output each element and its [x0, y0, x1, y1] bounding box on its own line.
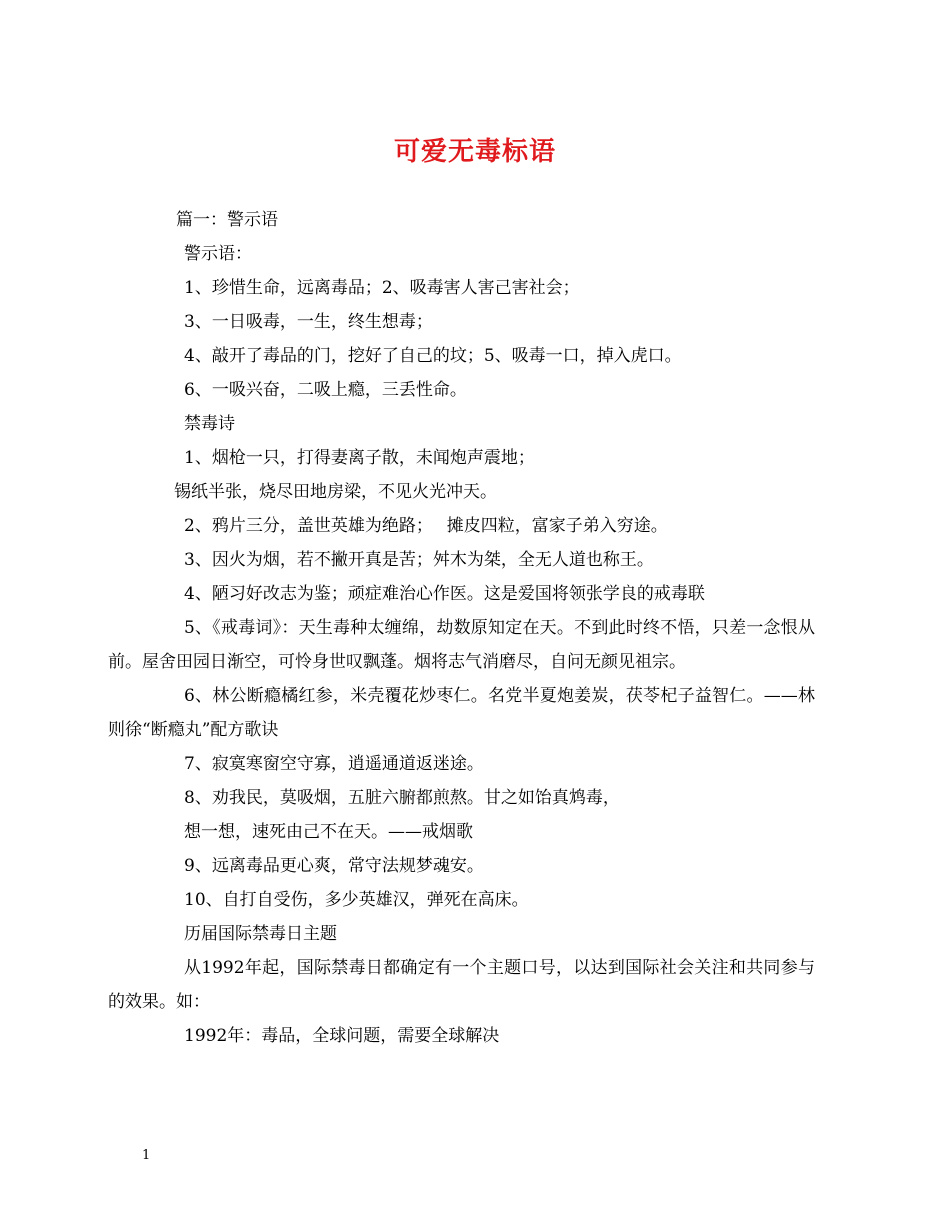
document-body	[108, 203, 815, 1053]
sub-heading: 警示语：	[184, 244, 252, 264]
poem-line: 1、烟枪一只，打得妻离子散，未闻炮声震地；	[184, 448, 535, 468]
poem-line: 9、远离毒品更心爽，常守法规梦魂安。	[184, 856, 484, 876]
document-title: 可爱无毒标语	[393, 137, 556, 167]
page-number: 1	[142, 1148, 151, 1163]
body-paragraph: 从1992年起，国际禁毒日都确定有一个主题口号，以达到国际社会关注和共同参与的效果。如：	[108, 958, 815, 1012]
poem-line: 7、寂寞寒窗空守寡，逍遥通道返迷途。	[184, 754, 484, 774]
poem-line: 3、因火为烟，若不撇开真是苦；舛木为桀，全无人道也称王。	[184, 550, 654, 570]
slogan-line: 3、一日吸毒，一生，终生想毒；	[184, 312, 433, 332]
poem-paragraph: 5、《戒毒词》：天生毒种太缠绵，劫数原知定在天。不到此时终不悟，只差一念恨从前。屋舍田园日渐空，可怜身世叹飘蓬。烟将志气消磨尽，自问无颜见祖宗。	[108, 618, 815, 672]
slogan-line: 4、敲开了毒品的门，挖好了自己的坟；5、吸毒一口，掉入虎口。	[184, 346, 682, 366]
poem-line: 想一想，速死由己不在天。——戒烟歌	[184, 822, 473, 842]
poem-line: 4、陋习好改志为鉴；顽症难治心作医。这是爱国将领张学良的戒毒联	[184, 584, 705, 604]
poem-line: 10、自打自受伤，多少英雄汉，弹死在高床。	[184, 890, 529, 910]
theme-line: 1992年：毒品，全球问题，需要全球解决	[184, 1026, 500, 1046]
poem-line: 8、劝我民，莫吸烟，五脏六腑都煎熬。甘之如饴真鸩毒，	[184, 788, 620, 808]
section-heading: 篇一：警示语	[176, 210, 278, 230]
sub-heading: 禁毒诗	[184, 414, 235, 434]
poem-paragraph: 6、林公断瘾橘红参，米壳覆花炒枣仁。名党半夏炮姜炭，茯苓杞子益智仁。——林则徐“断瘾丸”配方歌诀	[108, 686, 815, 740]
slogan-line: 6、一吸兴奋，二吸上瘾，三丢性命。	[184, 380, 467, 400]
sub-heading: 历届国际禁毒日主题	[184, 924, 337, 944]
slogan-line: 1、珍惜生命，远离毒品；2、吸毒害人害己害社会；	[184, 278, 580, 298]
poem-line: 2、鸦片三分，盖世英雄为绝路； 摊皮四粒，富家子弟入穷途。	[184, 516, 668, 536]
poem-line: 锡纸半张，烧尽田地房梁，不见火光冲天。	[174, 482, 497, 502]
